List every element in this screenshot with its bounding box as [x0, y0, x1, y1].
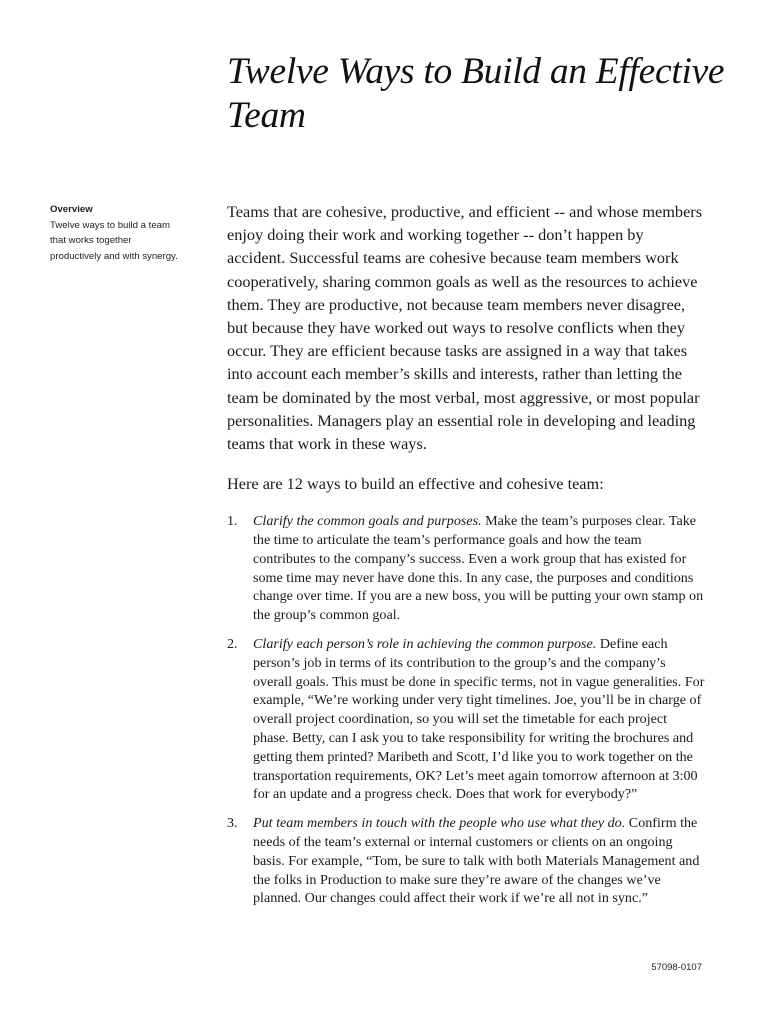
list-item [227, 635, 705, 804]
item-number: 3. [227, 815, 238, 832]
intro-paragraph: Teams that are cohesive, productive, and efficient -- and whose members enjoy doing their work and working together -- don’t happen by accident. Successful teams are cohesive because team members work cooperatively, sharing common goals as well as the resources to achieve them. They are productive, not because team members never disagree, but because they have worked out ways to resolve conflicts when they occur. They are efficient because tasks are assigned in a way that takes into account each member’s skills and interests, rather than letting the team be dominated by the most verbal, most aggressive, or most popular personalities. Managers play an essential role in developing and leading teams that work in these ways. [227, 202, 703, 454]
item-text: Make the team’s purposes clear. Take the time to articulate the team’s performance goals and how the team contributes to the company’s success. Even a work group that has existed for some time may never have done this. In any case, the purposes and conditions change over time. If you are a new boss, you will be putting your own stamp on the group’s common goal. [253, 513, 704, 624]
list-intro: Here are 12 ways to build an effective and cohesive team: [227, 474, 604, 494]
overview-heading: Overview [50, 204, 93, 215]
main-content [227, 200, 705, 918]
item-number: 1. [227, 513, 238, 530]
list-item [227, 814, 705, 908]
item-text: Define each person’s job in terms of its contribution to the group’s and the company’s overall goals. This must be done in specific terms, not in vague generalities. For example, “We’re working under very tight timelines. Joe, you’ll be in charge of overall project coordination, so you will set the timetable for each project phase. Betty, can I ask you to take responsibility for writing the brochures and getting them printed? Maribeth and Scott, I’d like you to work together on the transportation requirements, OK? Let’s meet again tomorrow afternoon at 3:00 for an update and a progress check. Does that work for everybody?” [253, 636, 705, 803]
item-lead-in: Clarify the common goals and purposes. [253, 513, 482, 530]
overview-sidebar [50, 202, 178, 264]
document-code: 57098-0107 [651, 962, 702, 973]
list-item [227, 512, 705, 625]
item-lead-in: Put team members in touch with the people who use what they do. [253, 815, 626, 832]
ways-list [227, 512, 705, 908]
item-text: Confirm the needs of the team’s external or internal customers or clients on an ongoing basis. For example, “Tom, be sure to talk with both Materials Management and the folks in Production to make sure they’re aware of the changes we’ve planned. Our changes could affect their work if we’re all not in sync.” [253, 815, 700, 907]
item-number: 2. [227, 636, 238, 653]
overview-text: Twelve ways to build a team that works together productively and with synergy. [50, 220, 178, 262]
page-title: Twelve Ways to Build an Effective Team [227, 51, 725, 136]
item-lead-in: Clarify each person’s role in achieving the common purpose. [253, 636, 597, 653]
